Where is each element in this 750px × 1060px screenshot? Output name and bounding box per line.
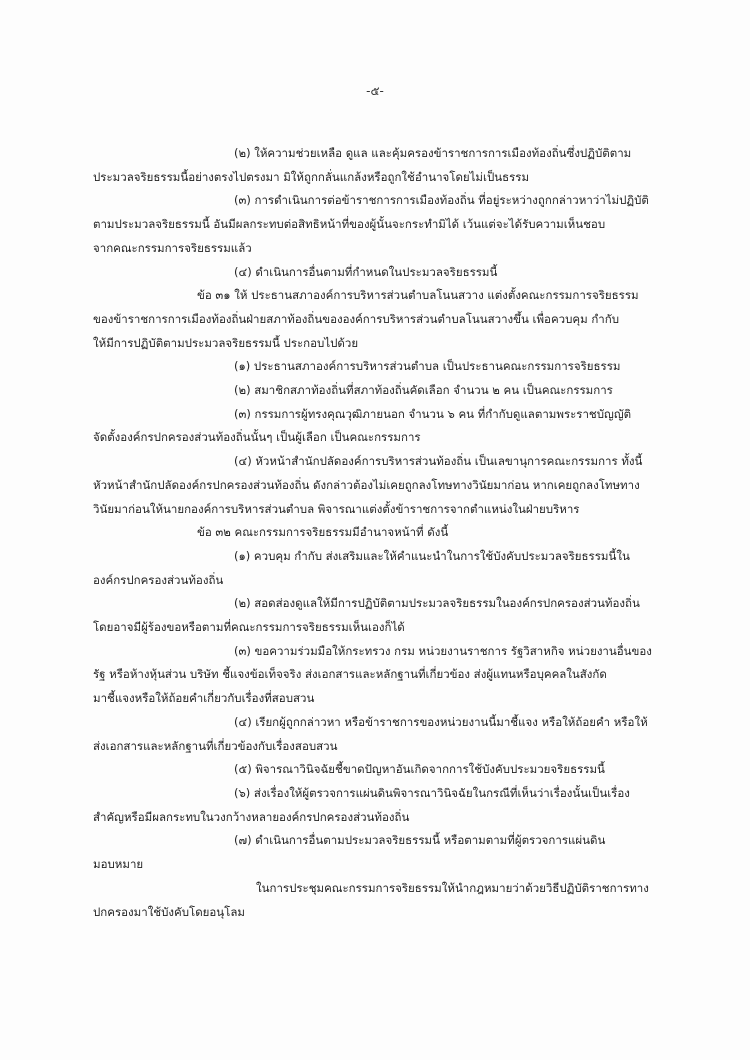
- paragraph-line: หัวหน้าสำนักปลัดองค์กรปกครองส่วนท้องถิ่น ดังกล่าวต้องไม่เคยถูกลงโทษทางวินัยมาก่อน หากเคยถูกลงโทษทาง: [93, 477, 640, 492]
- paragraph-line: ส่งเอกสารและหลักฐานที่เกี่ยวข้องกับเรื่องสอบสวน: [93, 738, 338, 753]
- paragraph-line: (๒) สอดส่องดูแลให้มีการปฏิบัติตามประมวลจริยธรรมในองค์กรปกครองส่วนท้องถิ่น: [234, 596, 640, 611]
- paragraph-line: สำคัญหรือมีผลกระทบในวงกว้างหลายองค์กรปกครองส่วนท้องถิ่น: [93, 809, 410, 824]
- paragraph-line: ตามประมวลจริยธรรมนี้ อันมีผลกระทบต่อสิทธิหน้าที่ของผู้นั้นจะกระทำมิได้ เว้นแต่จะได้รับความเห็นชอบ: [93, 217, 606, 232]
- paragraph-line: ปกครองมาใช้บังคับโดยอนุโลม: [93, 904, 245, 919]
- paragraph-line: ให้มีการปฏิบัติตามประมวลจริยธรรมนี้ ประกอบไปด้วย: [93, 335, 359, 350]
- paragraph-line: (๓) ขอความร่วมมือให้กระทรวง กรม หน่วยงานราชการ รัฐวิสาหกิจ หน่วยงานอื่นของ: [234, 643, 652, 658]
- paragraph-line: (๓) การดำเนินการต่อข้าราชการการเมืองท้องถิ่น ที่อยู่ระหว่างถูกกล่าวหาว่าไม่ปฏิบัติ: [234, 193, 649, 208]
- paragraph-line: องค์กรปกครองส่วนท้องถิ่น: [93, 572, 224, 587]
- clause-heading: ข้อ ๓๑ ให้ ประธานสภาองค์การบริหารส่วนตำบลโนนสวาง แต่งตั้งคณะกรรมการจริยธรรม: [197, 288, 639, 303]
- paragraph-line: (๗) ดำเนินการอื่นตามประมวลจริยธรรมนี้ หรือตามตามที่ผู้ตรวจการแผ่นดิน: [234, 833, 606, 848]
- paragraph-line: ในการประชุมคณะกรรมการจริยธรรมให้นำกฎหมายว่าด้วยวิธีปฏิบัติราชการทาง: [256, 880, 649, 895]
- paragraph-line: ประมวลจริยธรรมนี้อย่างตรงไปตรงมา มิให้ถูกกลั่นแกล้งหรือถูกใช้อำนาจโดยไม่เป็นธรรม: [93, 169, 530, 184]
- paragraph-line: (๓) กรรมการผู้ทรงคุณวุฒิภายนอก จำนวน ๖ คน ที่กำกับดูแลตามพระราชบัญญัติ: [234, 406, 632, 421]
- paragraph-line: (๔) ดำเนินการอื่นตามที่กำหนดในประมวลจริยธรรมนี้: [234, 264, 498, 279]
- page-number: -๕-: [366, 84, 384, 98]
- paragraph-line: รัฐ หรือห้างหุ้นส่วน บริษัท ชี้แจงข้อเท็จจริง ส่งเอกสารและหลักฐานที่เกี่ยวข้อง ส่งผู้แทนหรือบุคคลในสังกัด: [93, 667, 607, 682]
- paragraph-line: ของข้าราชการการเมืองท้องถิ่นฝ่ายสภาท้องถิ่นขององค์การบริหารส่วนตำบลโนนสวางขึ้น เพื่อควบคุม กำกับ: [93, 311, 620, 326]
- paragraph-line: (๒) ให้ความช่วยเหลือ ดูแล และคุ้มครองข้าราชการการเมืองท้องถิ่นซึ่งปฏิบัติตาม: [234, 146, 632, 160]
- paragraph-line: โดยอาจมีผู้ร้องขอหรือตามที่คณะกรรมการจริยธรรมเห็นเองก็ได้: [93, 620, 405, 635]
- paragraph-line: (๒) สมาชิกสภาท้องถิ่นที่สภาท้องถิ่นคัดเลือก จำนวน ๒ คน เป็นคณะกรรมการ: [234, 383, 613, 398]
- paragraph-line: มาชี้แจงหรือให้ถ้อยคำเกี่ยวกับเรื่องที่สอบสวน: [93, 691, 315, 706]
- paragraph-line: (๖) ส่งเรื่องให้ผู้ตรวจการแผ่นดินพิจารณาวินิจฉัยในกรณีที่เห็นว่าเรื่องนั้นเป็นเรื่อง: [234, 785, 630, 800]
- paragraph-line: (๕) พิจารณาวินิจฉัยชี้ขาดปัญหาอันเกิดจากการใช้บังคับประมวยจริยธรรมนี้: [234, 762, 605, 777]
- clause-heading: ข้อ ๓๒ คณะกรรมการจริยธรรมมีอำนาจหน้าที่ ดังนี้: [197, 525, 449, 540]
- paragraph-line: (๑) ประธานสภาองค์การบริหารส่วนตำบล เป็นประธานคณะกรรมการจริยธรรม: [234, 359, 621, 374]
- document-body: [93, 142, 693, 924]
- paragraph-line: วินัยมาก่อนให้นายกองค์การบริหารส่วนตำบล พิจารณาแต่งตั้งข้าราชการจากตำแหน่งในฝ่ายบริหาร: [93, 501, 580, 516]
- paragraph-line: จากคณะกรรมการจริยธรรมแล้ว: [93, 240, 252, 255]
- paragraph-line: (๔) เรียกผู้ถูกกล่าวหา หรือข้าราชการของหน่วยงานนี้มาชี้แจง หรือให้ถ้อยคำ หรือให้: [234, 714, 648, 729]
- paragraph-line: (๔) หัวหน้าสำนักปลัดองค์การบริหารส่วนท้องถิ่น เป็นเลขานุการคณะกรรมการ ทั้งนี้: [234, 454, 643, 469]
- paragraph-line: (๑) ควบคุม กำกับ ส่งเสริมและให้คำแนะนำในการใช้บังคับประมวลจริยธรรมนี้ใน: [234, 548, 630, 563]
- paragraph-line: มอบหมาย: [93, 857, 144, 872]
- paragraph-line: จัดตั้งองค์กรปกครองส่วนท้องถิ่นนั้นๆ เป็นผู้เลือก เป็นคณะกรรมการ: [93, 430, 421, 445]
